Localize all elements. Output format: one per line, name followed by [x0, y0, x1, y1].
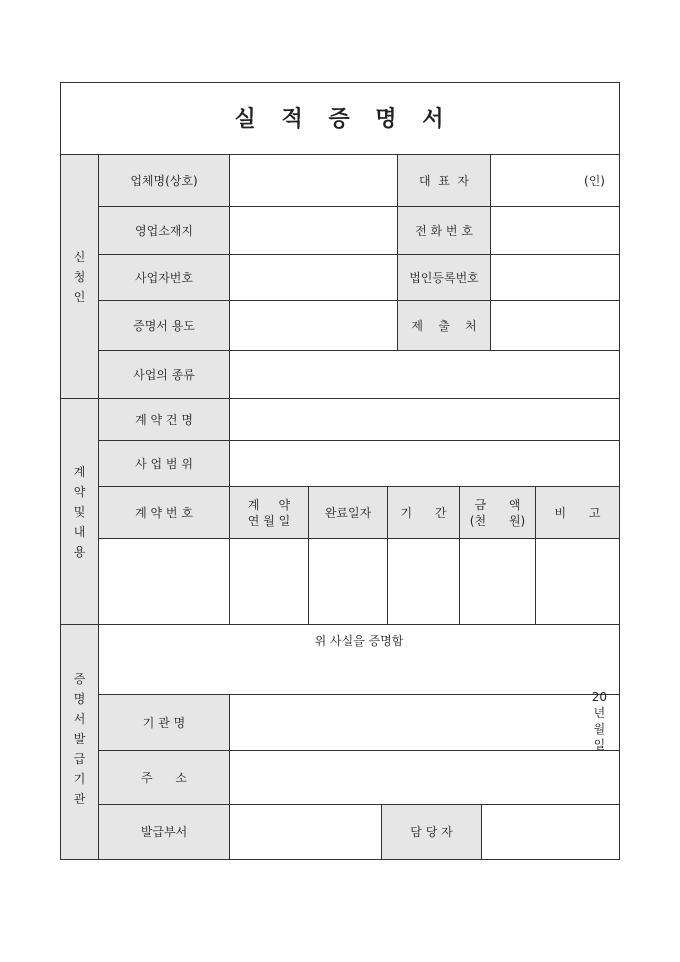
certify-statement: 위 사실을 증명함 — [314, 634, 404, 648]
business-address-label: 영업소재지 — [99, 207, 230, 255]
agency-name-label: 기 관 명 — [99, 695, 230, 751]
business-scope-field[interactable] — [230, 441, 619, 487]
submit-to-field[interactable] — [491, 301, 619, 351]
contract-name-label: 계 약 건 명 — [99, 399, 230, 441]
amount-cell[interactable] — [460, 539, 536, 625]
contract-date-cell[interactable] — [230, 539, 309, 625]
purpose-label: 증명서 용도 — [99, 301, 230, 351]
person-in-charge-field[interactable] — [482, 805, 619, 859]
issuer-address-label: 주 소 — [99, 751, 230, 805]
period-cell[interactable] — [388, 539, 460, 625]
document-title: 실 적 증 명 서 — [61, 83, 619, 155]
corp-reg-label: 법인등록번호 — [398, 255, 491, 301]
certificate-form — [60, 82, 620, 860]
phone-field[interactable] — [491, 207, 619, 255]
representative-field[interactable] — [491, 155, 619, 207]
issuing-dept-label: 발급부서 — [99, 805, 230, 859]
agency-name-field[interactable] — [230, 695, 619, 751]
contract-no-cell[interactable] — [99, 539, 230, 625]
company-name-label: 업체명(상호) — [99, 155, 230, 207]
remarks-cell[interactable] — [536, 539, 619, 625]
seal-mark: (인) — [584, 173, 605, 188]
contract-date-header: 계 약 연 월 일 — [230, 487, 309, 539]
purpose-field[interactable] — [230, 301, 398, 351]
representative-label: 대 표 자 — [398, 155, 491, 207]
phone-label: 전 화 번 호 — [398, 207, 491, 255]
business-scope-label: 사 업 범 위 — [99, 441, 230, 487]
issuer-address-field[interactable] — [230, 751, 619, 805]
completion-date-header: 완료일자 — [309, 487, 388, 539]
date-month: 월 — [593, 722, 606, 736]
remarks-header: 비 고 — [536, 487, 619, 539]
business-type-field[interactable] — [230, 351, 619, 399]
completion-date-cell[interactable] — [309, 539, 388, 625]
contract-name-field[interactable] — [230, 399, 619, 441]
business-reg-field[interactable] — [230, 255, 398, 301]
date-year: 년 — [593, 706, 606, 720]
business-reg-label: 사업자번호 — [99, 255, 230, 301]
period-header: 기 간 — [388, 487, 460, 539]
contract-no-header: 계 약 번 호 — [99, 487, 230, 539]
submit-to-label: 제 출 처 — [398, 301, 491, 351]
business-address-field[interactable] — [230, 207, 398, 255]
applicant-section-label: 신 청 인 — [61, 155, 99, 399]
amount-header: 금 액 (천 원) — [460, 487, 536, 539]
person-in-charge-label: 담 당 자 — [382, 805, 482, 859]
business-type-label: 사업의 종류 — [99, 351, 230, 399]
contract-section-label: 계 약 및 내 용 — [61, 399, 99, 625]
date-prefix: 20 — [591, 690, 607, 704]
issuer-section-label: 증 명 서 발 급 기 관 — [61, 625, 99, 859]
corp-reg-field[interactable] — [491, 255, 619, 301]
issuing-dept-field[interactable] — [230, 805, 382, 859]
date-day: 일 — [593, 738, 606, 752]
company-name-field[interactable] — [230, 155, 398, 207]
